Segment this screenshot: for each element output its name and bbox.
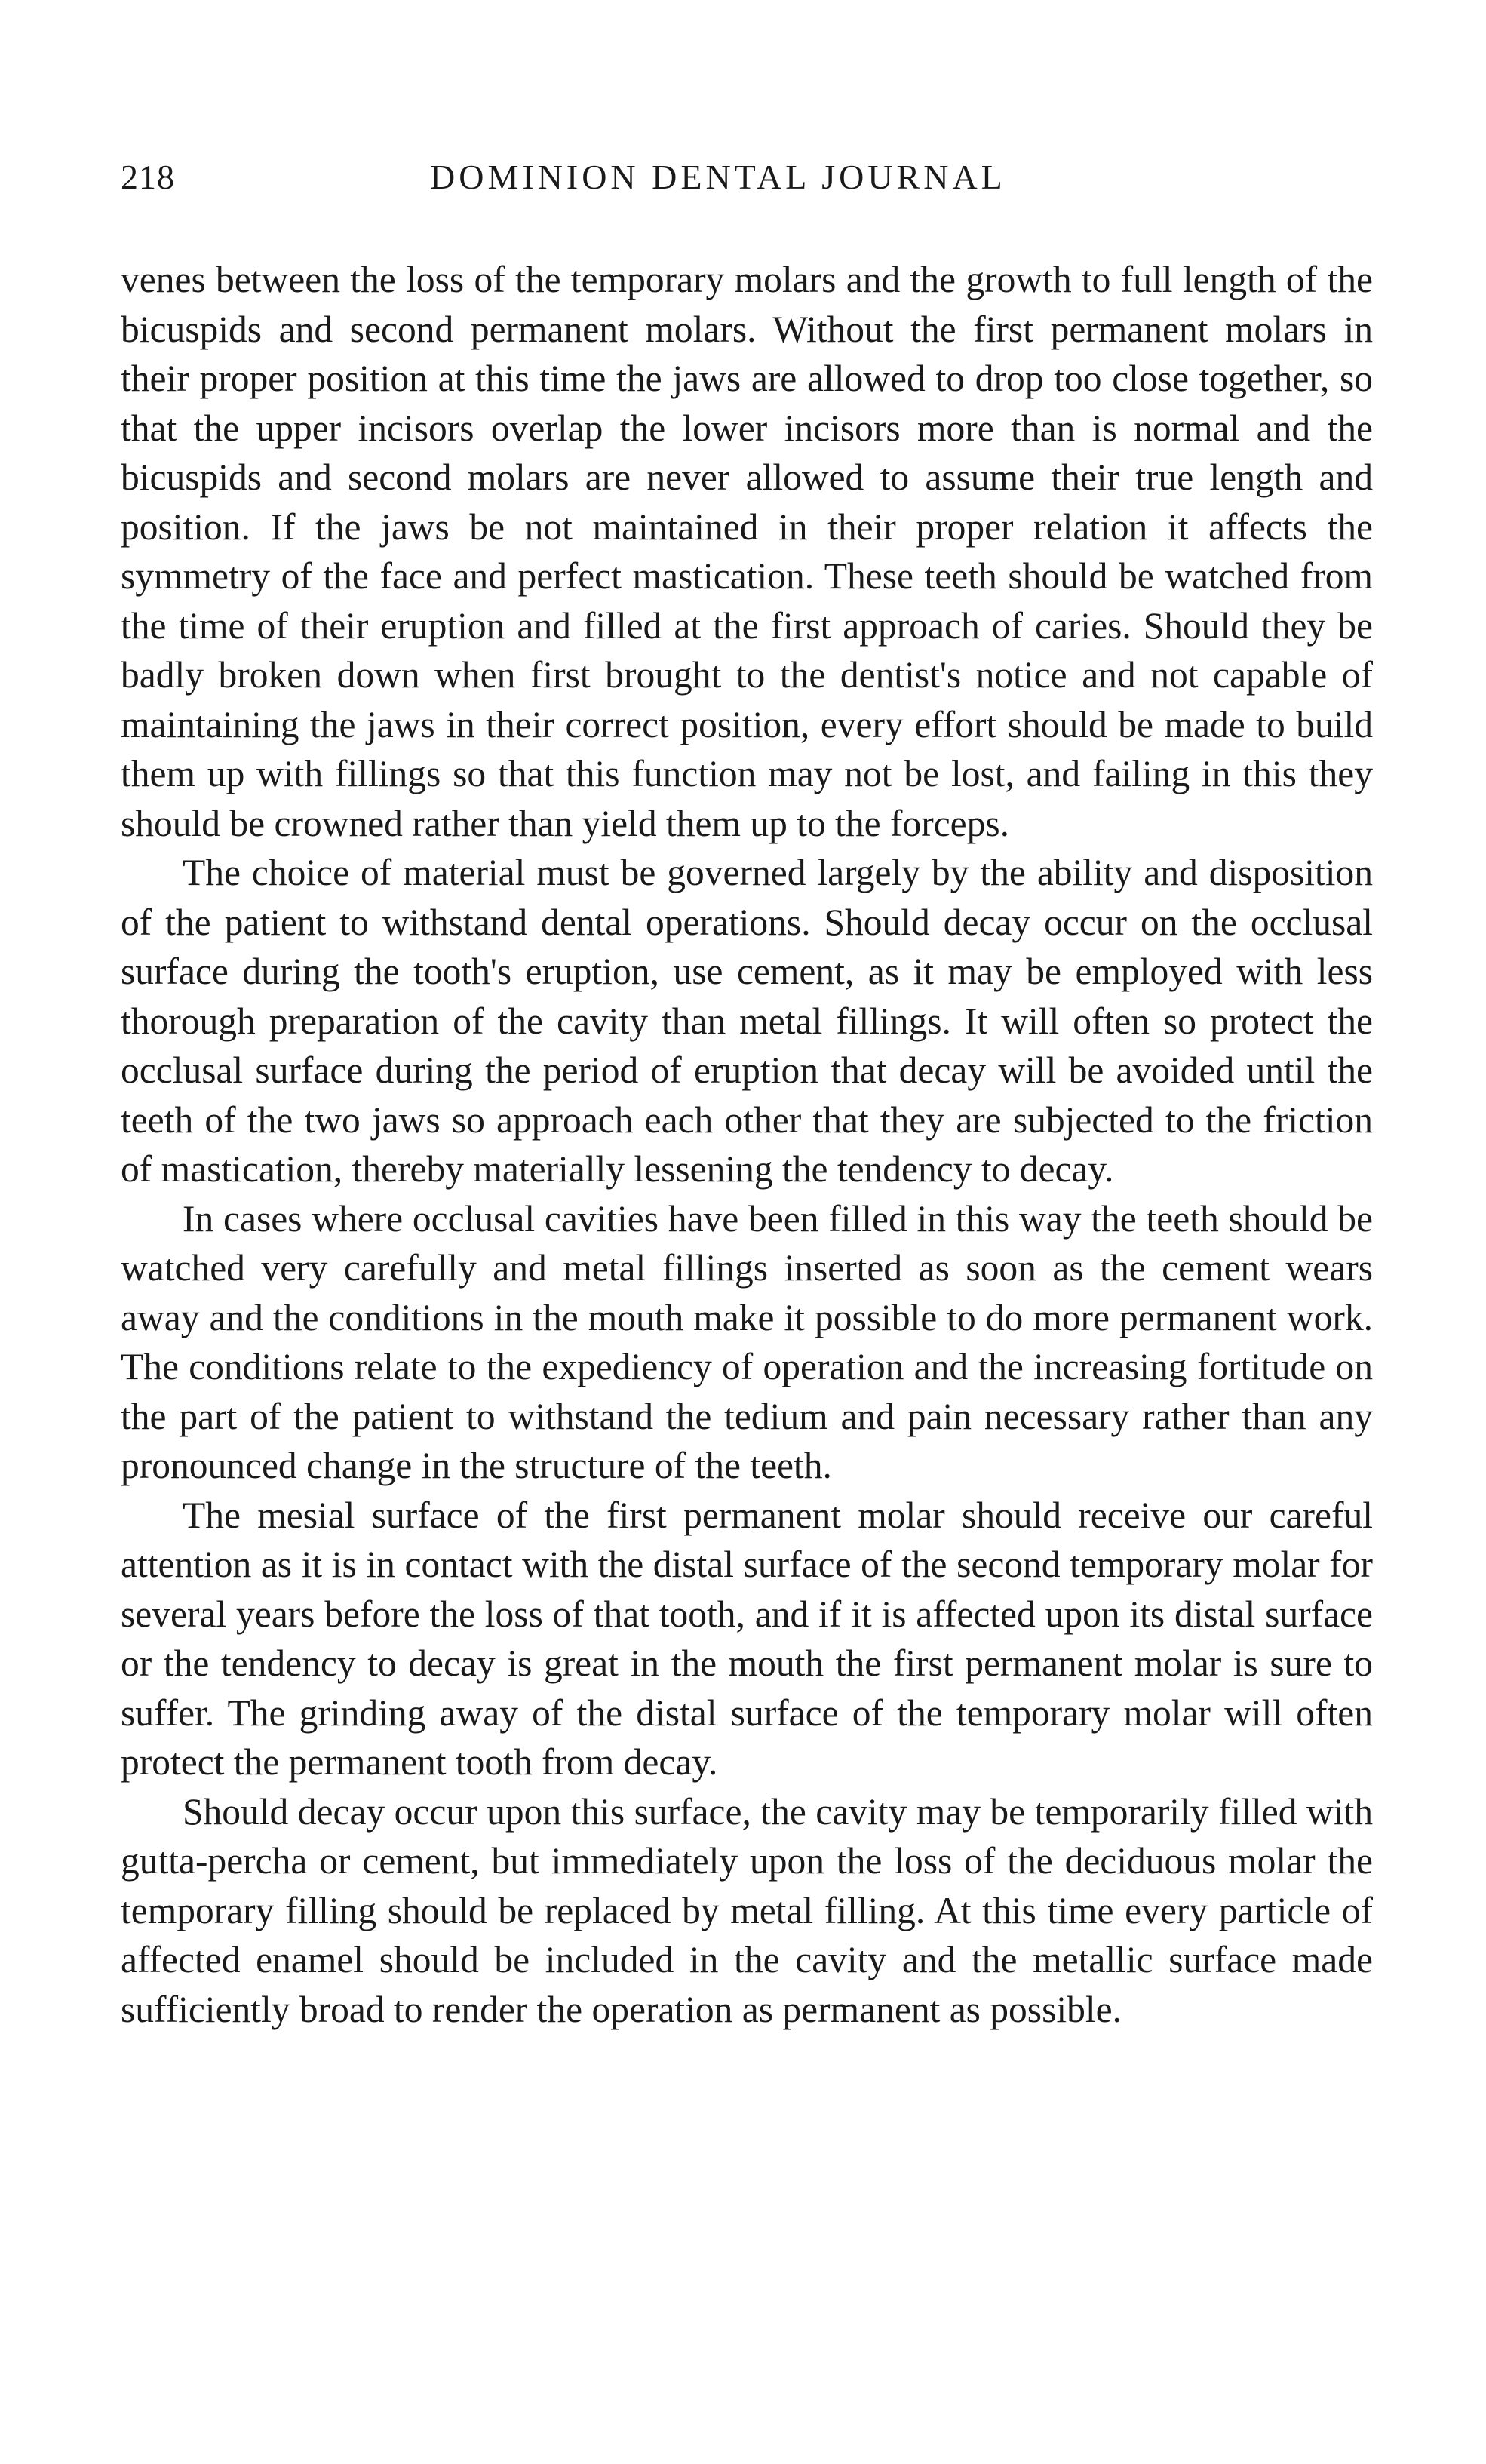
page-header [121,157,1373,202]
page-number: 218 [121,158,175,196]
running-head: DOMINION DENTAL JOURNAL [430,158,1006,196]
paragraph: venes between the loss of the temporary molars and the growth to full length of the bicuspids and second permanent molars. Without the first permanent molars in their proper position at this time the jaws are allowed to drop too close together, so that the upper incisors overlap the lower incisors more than is normal and the bicuspids and second molars are never allowed to assume their true length and position. If the jaws be not maintained in their proper relation it affects the symmetry of the face and perfect mastication. These teeth should be watched from the time of their eruption and filled at the first approach of caries. Should they be badly broken down when first brought to the dentist's notice and not capable of maintaining the jaws in their correct position, every effort should be made to build them up with fillings so that this function may not be lost, and failing in this they should be crowned rather than yield them up to the forceps. [121,259,1373,844]
article-body [121,255,1373,2034]
paragraph: The choice of material must be governed largely by the ability and disposition of the patient to withstand dental operations. Should decay occur on the occlusal surface during the tooth's eruption, use cement, as it may be employed with less thorough preparation of the cavity than metal fillings. It will often so protect the occlusal surface during the period of eruption that decay will be avoided until the teeth of the two jaws so approach each other that they are subjected to the friction of mastication, thereby materially lessening the tendency to decay. [121,852,1373,1190]
paragraph: The mesial surface of the first permanent molar should receive our careful attention as it is in contact with the distal surface of the second temporary molar for several years before the loss of that tooth, and if it is affected upon its distal surface or the tendency to decay is great in the mouth the first permanent molar is sure to suffer. The grinding away of the distal surface of the temporary molar will often protect the permanent tooth from decay. [121,1494,1373,1783]
paragraph: Should decay occur upon this surface, the cavity may be temporarily filled with gutta-percha or cement, but immediately upon the loss of the deciduous molar the temporary filling should be replaced by metal filling. At this time every particle of affected enamel should be included in the cavity and the metallic surface made sufficiently broad to render the operation as permanent as possible. [121,1790,1373,2030]
paragraph: In cases where occlusal cavities have been filled in this way the teeth should be watched very carefully and metal fillings inserted as soon as the cement wears away and the conditions in the mouth make it possible to do more permanent work. The conditions relate to the expediency of operation and the increasing fortitude on the part of the patient to withstand the tedium and pain necessary rather than any pronounced change in the structure of the teeth. [121,1197,1373,1486]
journal-page [121,0,1373,2464]
